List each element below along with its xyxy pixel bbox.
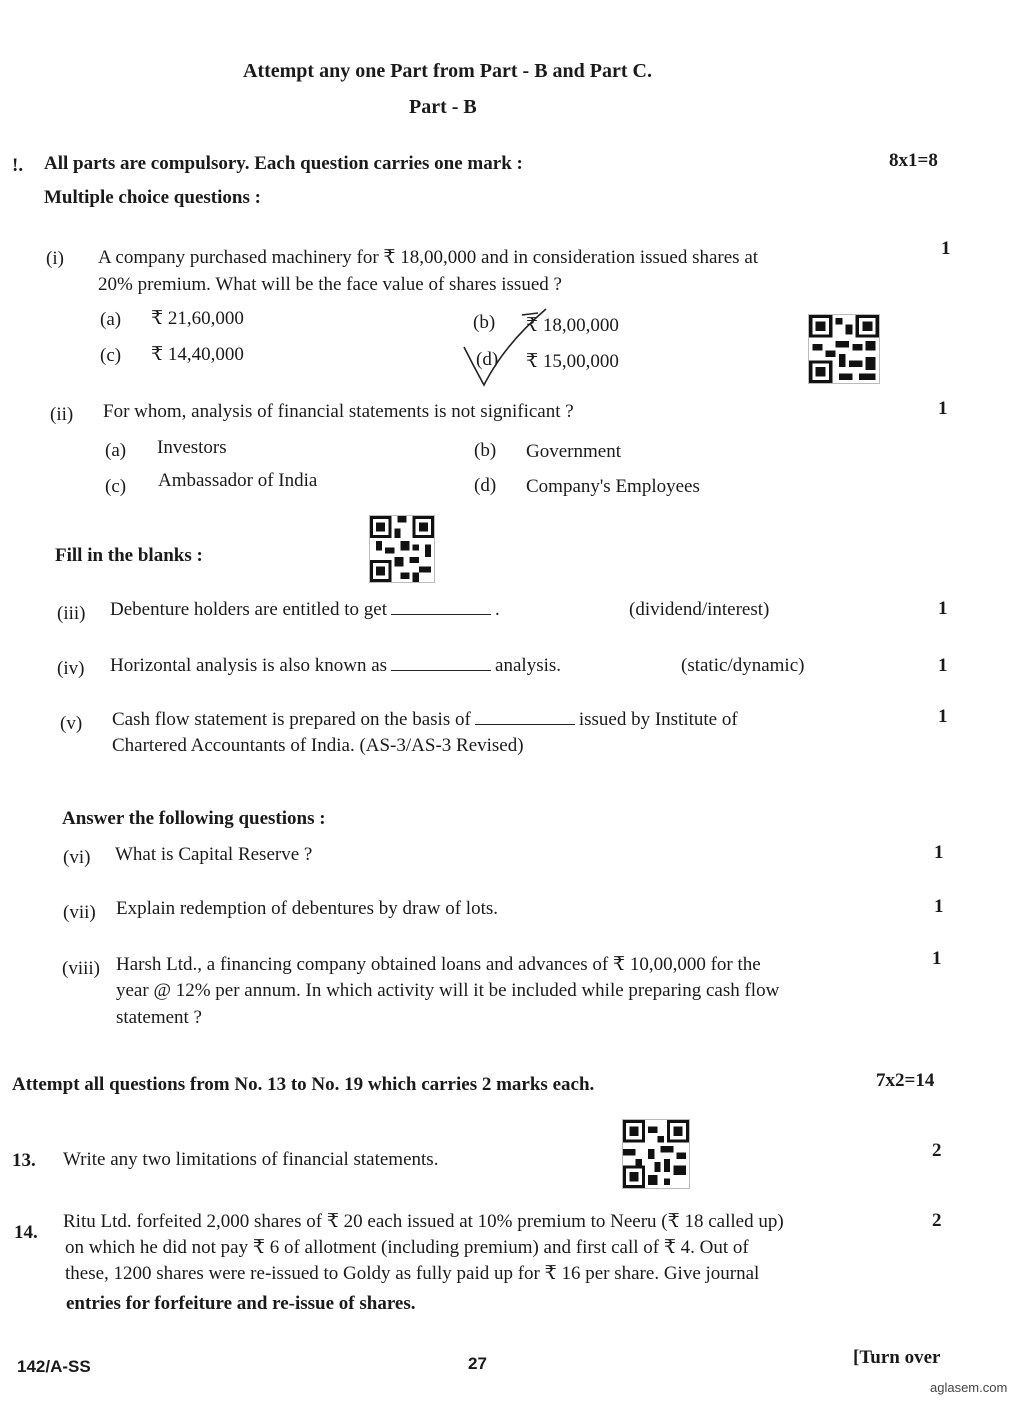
q14-line4: entries for forfeiture and re-issue of shares. — [66, 1293, 416, 1314]
q-i-text-line1: A company purchased machinery for ₹ 18,00,000 and in consideration issued shares at — [98, 247, 759, 268]
option-b-text: ₹ 18,00,000 — [526, 315, 619, 336]
q-v-text-before: Cash flow statement is prepared on the basis of — [112, 709, 471, 730]
q-v-line2: Chartered Accountants of India. (AS-3/AS-3 Revised) — [112, 735, 524, 756]
section-marks: 7x2=14 — [876, 1070, 935, 1091]
q-vi-number: (vi) — [63, 847, 91, 868]
watermark: aglasem.com — [930, 1380, 1008, 1395]
mcq-heading: Multiple choice questions : — [44, 187, 261, 208]
option-d-label: (d) — [474, 475, 497, 496]
q-viii-line3: statement ? — [116, 1007, 202, 1028]
q13-number: 13. — [12, 1150, 36, 1171]
part-title: Part - B — [409, 96, 477, 118]
option-b-label: (b) — [473, 312, 496, 333]
section-instruction: Attempt all questions from No. 13 to No. 19 which carries 2 marks each. — [12, 1074, 595, 1095]
q-v-text-after: issued by Institute of — [578, 709, 738, 730]
turn-over: [Turn over — [853, 1347, 941, 1368]
q-viii-mark: 1 — [932, 948, 942, 969]
qr-code-icon — [369, 515, 435, 583]
q12-marks: 8x1=8 — [889, 150, 938, 171]
q-iii-mark: 1 — [938, 598, 948, 619]
answer-blank — [391, 600, 491, 615]
tick-mark-icon — [460, 305, 550, 390]
option-d-text: Company's Employees — [526, 476, 700, 497]
q-viii-number: (viii) — [62, 958, 100, 979]
answer-blank — [475, 710, 575, 725]
q14-line2: on which he did not pay ₹ 6 of allotment (including premium) and first call of ₹ 4. Out of — [65, 1237, 749, 1258]
q-vi-text: What is Capital Reserve ? — [115, 844, 313, 865]
q-iii-text-before: Debenture holders are entitled to get — [110, 599, 387, 620]
answer-blank — [391, 656, 491, 671]
q14-mark: 2 — [932, 1210, 942, 1231]
q12-instruction: All parts are compulsory. Each question carries one mark : — [44, 153, 523, 174]
q-vii-text: Explain redemption of debentures by draw of lots. — [116, 898, 499, 919]
q-iii-number: (iii) — [57, 603, 86, 624]
answer-heading: Answer the following questions : — [62, 808, 326, 829]
q-i-text-line2: 20% premium. What will be the face value of shares issued ? — [98, 274, 562, 295]
q-ii-number: (ii) — [50, 404, 74, 425]
header-instruction: Attempt any one Part from Part - B and Part C. — [243, 60, 652, 82]
q-iii-options: (dividend/interest) — [629, 599, 770, 620]
option-a-text: Investors — [157, 437, 227, 458]
q-iv-number: (iv) — [57, 658, 85, 679]
q-iv-text-before: Horizontal analysis is also known as — [110, 655, 388, 676]
option-b-text: Government — [526, 441, 621, 462]
option-b-label: (b) — [474, 440, 497, 461]
q-iv-mark: 1 — [938, 655, 948, 676]
option-d-text: ₹ 15,00,000 — [526, 351, 619, 372]
q-iv-options: (static/dynamic) — [681, 655, 805, 676]
q-iv-text-after: analysis. — [495, 655, 562, 676]
q13-text: Write any two limitations of financial statements. — [63, 1149, 439, 1170]
q-vii-mark: 1 — [934, 896, 944, 917]
q-v-number: (v) — [60, 713, 83, 734]
paper-code: 142/A-SS — [17, 1357, 91, 1376]
q-vii-number: (vii) — [63, 902, 96, 923]
q-ii-mark: 1 — [938, 398, 948, 419]
question-number: !. — [12, 155, 24, 176]
page-number: 27 — [468, 1354, 487, 1373]
q14-line1: Ritu Ltd. forfeited 2,000 shares of ₹ 20 each issued at 10% premium to Neeru (₹ 18 called up) — [63, 1211, 784, 1232]
q-vi-mark: 1 — [934, 842, 944, 863]
q13-mark: 2 — [932, 1140, 942, 1161]
option-a-text: ₹ 21,60,000 — [151, 308, 244, 329]
option-c-text: ₹ 14,40,000 — [151, 344, 244, 365]
q-i-number: (i) — [46, 248, 64, 269]
qr-code-icon — [808, 314, 880, 384]
q-viii-line2: year @ 12% per annum. In which activity will it be included while preparing cash flow — [116, 980, 780, 1001]
q14-number: 14. — [14, 1222, 38, 1243]
option-a-label: (a) — [105, 440, 127, 461]
q-iii-text-after: . — [494, 599, 500, 620]
option-c-text: Ambassador of India — [158, 470, 318, 491]
fill-blanks-heading: Fill in the blanks : — [55, 545, 203, 566]
q-viii-line1: Harsh Ltd., a financing company obtained loans and advances of ₹ 10,00,000 for the — [116, 954, 761, 975]
q-v-mark: 1 — [938, 706, 948, 727]
q-i-mark: 1 — [941, 238, 951, 259]
option-c-label: (c) — [100, 345, 122, 366]
q-ii-text: For whom, analysis of financial statements is not significant ? — [103, 401, 574, 422]
option-c-label: (c) — [105, 476, 127, 497]
option-a-label: (a) — [100, 309, 122, 330]
option-d-label: (d) — [476, 349, 499, 370]
qr-code-icon — [622, 1119, 690, 1189]
q14-line3: these, 1200 shares were re-issued to Goldy as fully paid up for ₹ 16 per share. Give journal — [65, 1263, 760, 1284]
